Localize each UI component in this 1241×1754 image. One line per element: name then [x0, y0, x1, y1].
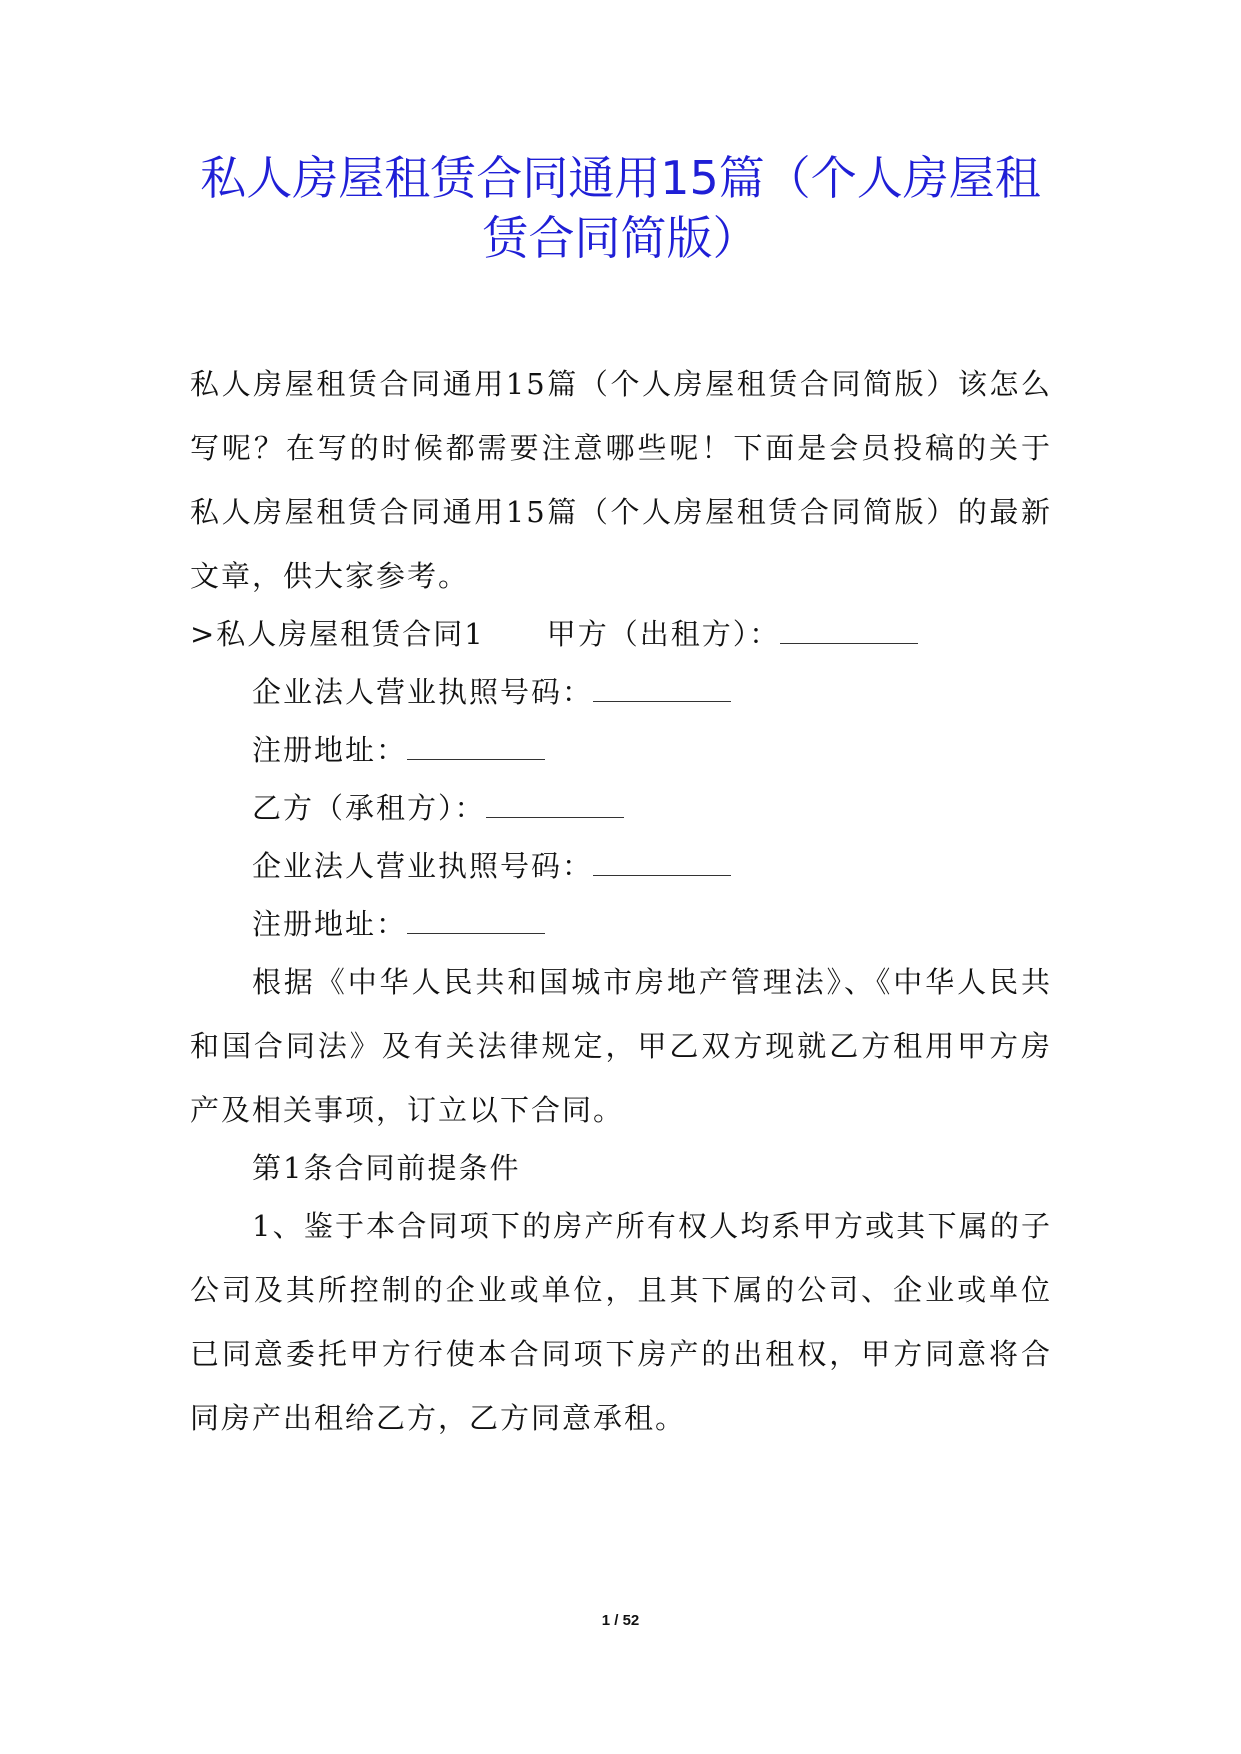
contract-heading: >私人房屋租赁合同1: [190, 617, 485, 651]
article-1-heading: 第1条合同前提条件: [252, 1151, 521, 1185]
party-b-license-row: [252, 846, 731, 886]
basis-paragraph: 根据《中华人民共和国城市房地产管理法》、《中华人民共和国合同法》及有关法律规定，甲乙双方现就乙方租用甲方房产及相关事项，订立以下合同。: [190, 965, 1052, 1127]
party-a-address-label: 注册地址：: [252, 733, 408, 767]
party-b-blank: [486, 791, 624, 818]
party-b-license-blank: [593, 849, 731, 876]
party-a-license-label: 企业法人营业执照号码：: [252, 675, 594, 709]
party-a-address-row: [252, 730, 545, 770]
party-b-row: [252, 788, 624, 828]
intro-paragraph: 私人房屋租赁合同通用15篇（个人房屋租赁合同简版）该怎么写呢？在写的时候都需要注意哪些呢！下面是会员投稿的关于私人房屋租赁合同通用15篇（个人房屋租赁合同简版）的最新文章，供大家参考。: [190, 367, 1052, 593]
party-a-license-blank: [593, 675, 731, 702]
party-a-blank: [780, 617, 918, 644]
party-b-license-label: 企业法人营业执照号码：: [252, 849, 594, 883]
party-b-address-blank: [407, 907, 545, 934]
page-number: 1 / 52: [601, 1612, 640, 1629]
party-a-label: 甲方（出租方）：: [546, 617, 781, 651]
title-line-1: 私人房屋租赁合同通用15篇（个人房屋租: [200, 151, 1041, 205]
party-b-address-row: [252, 904, 545, 944]
party-a-license-row: [252, 672, 731, 712]
contract-heading-row: [190, 614, 918, 654]
title-line-2: 赁合同简版）: [482, 211, 759, 265]
party-b-label: 乙方（承租方）：: [252, 791, 486, 825]
article-1-item-1: 1、鉴于本合同项下的房产所有权人均系甲方或其下属的子公司及其所控制的企业或单位，且其下属的公司、企业或单位已同意委托甲方行使本合同项下房产的出租权，甲方同意将合同房产出租给乙方，乙方同意承租。: [190, 1209, 1052, 1435]
document-title: [150, 148, 1091, 268]
party-b-address-label: 注册地址：: [252, 907, 408, 941]
party-a-address-blank: [407, 733, 545, 760]
